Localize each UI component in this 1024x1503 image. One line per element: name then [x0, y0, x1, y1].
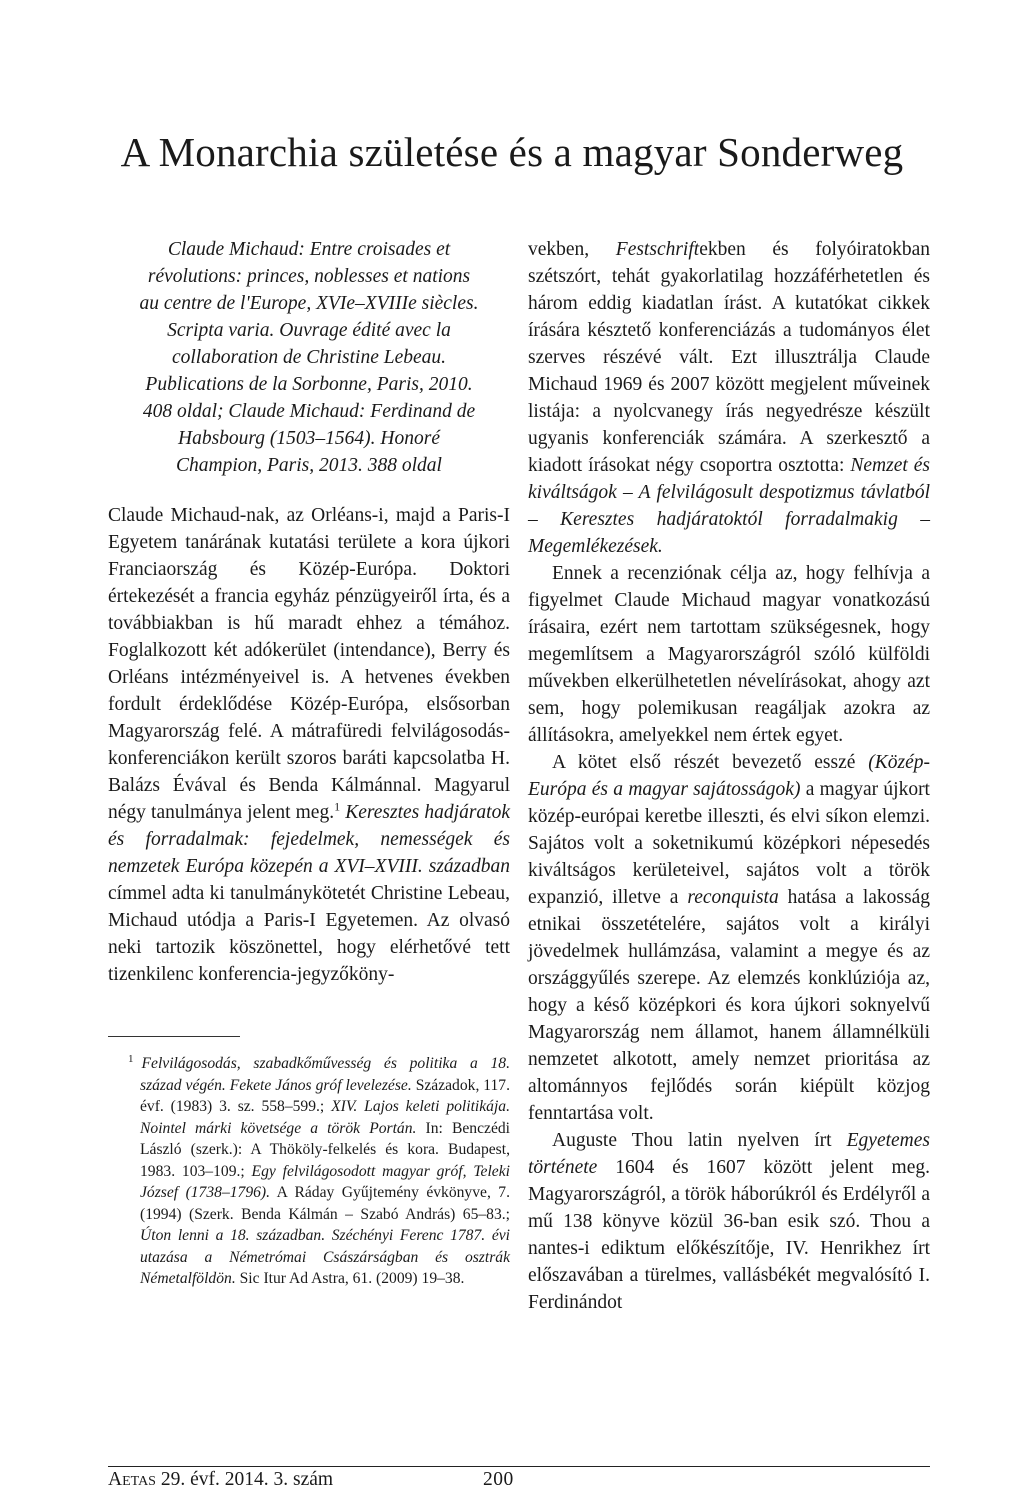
issue-info: 29. évf. 2014. 3. szám	[155, 1469, 334, 1490]
body-text: 1604 és 1607 között jelent meg. Magyarországról, a török háborúkról és Erdélyről a mű 138 könyve közül 36-ban esik szó. Thou a nantes-i ediktum előkészítője, IV. Henrikhez írt előszavában a türelmes, vallásbékét megvalósító I. Ferdinándot	[528, 1157, 930, 1313]
review-header-line: Claude Michaud: Entre croisades et	[167, 239, 451, 260]
review-header-line: Champion, Paris, 2013. 388 oldal	[176, 455, 442, 476]
footnote-italic: Felvilágosodás, szabadkőművesség és politika a 18. század végén. Fekete János gróf levelezése.	[140, 1055, 510, 1094]
footnote-divider	[108, 1036, 240, 1037]
footnote-text: Századok, 117. évf. (1983) 3. sz. 558–599.;	[140, 1076, 511, 1116]
footnote-italic: Egy felvilágosodott magyar gróf, Teleki József (1738–1796).	[140, 1162, 510, 1202]
review-header-line: 408 oldal; Claude Michaud: Ferdinand de	[142, 401, 476, 422]
journal-issue-footer	[108, 1469, 333, 1491]
body-paragraph	[528, 1127, 930, 1316]
page-number: 200	[483, 1469, 514, 1490]
italic-section-list: Nemzet és kiváltságok – A felvilágosult despotizmus távlatból – Keresztes hadjáratoktól forradalmakig – Megemlékezések.	[528, 455, 930, 557]
italic-term: reconquista	[687, 887, 779, 908]
reviewed-books-header	[108, 236, 510, 479]
review-header-line: Habsbourg (1503–1564). Honoré	[178, 428, 440, 449]
body-text: A kötet első részét bevezető esszé	[552, 752, 869, 773]
body-paragraph	[528, 749, 930, 1127]
italic-term: Festschrift	[615, 239, 700, 260]
review-header-line: Publications de la Sorbonne, Paris, 2010.	[145, 374, 473, 395]
footnote	[108, 1049, 510, 1290]
article-title: A Monarchia születése és a magyar Sonderweg	[120, 129, 904, 175]
footnote-text: Sic Itur Ad Astra, 61. (2009) 19–38.	[235, 1270, 465, 1288]
body-text: ekben és folyóiratokban szétszórt, tehát gyakorlatilag hozzáférhetetlen és három eddig kiadatlan írást. A kutatókat cikkek írására késztető konferenciázás a tudományos élet szerves részévé vált. Ezt illusztrálja Claude Michaud 1969 és 2007 között megjelent műveinek listája: a nyolcvanegy írás negyedrésze készült ugyanis konferenciák számára. A szerkesztő a kiadott írásokat négy csoportra osztotta:	[528, 239, 930, 476]
footnote-italic: XIV. Lajos keleti politikája. Nointel márki követsége a török Portán.	[140, 1098, 510, 1137]
body-paragraph: Ennek a recenziónak célja az, hogy felhívja a figyelmet Claude Michaud magyar vonatkozású írásaira, ezért nem tartottam szükségesnek, hogy megemlítsem a Magyarországról szóló külföldi művekben elkerülhetetlen névelírásokat, ahogy azt sem, hogy polemikusan reagáljak azokra az állításokra, amelyekkel nem értek egyet.	[528, 563, 930, 746]
review-header-line: au centre de l'Europe, XVIe–XVIIIe siècles.	[139, 293, 479, 314]
journal-name: Aetas	[108, 1469, 156, 1490]
review-header-line: collaboration de Christine Lebeau.	[171, 347, 447, 368]
italic-essay-title: (Közép-Európa és a magyar sajátosságok)	[528, 752, 930, 800]
footnote-italic: Úton lenni a 18. században. Széchényi Ferenc 1787. évi utazása a Németrómai Császárságban és osztrák Németalföldön.	[140, 1227, 510, 1288]
body-text: vekben,	[528, 239, 616, 260]
body-text: címmel adta ki tanulmánykötetét Christine Lebeau, Michaud utódja a Paris-I Egyetemen. Az olvasó neki tartozik köszönettel, hogy elérhetővé tett tizenkilenc konferencia-jegyzőköny-	[108, 883, 510, 985]
footnote-text: In: Benczédi László (szerk.): A Thököly-felkelés és kora. Budapest, 1983. 103–109.;	[140, 1119, 510, 1180]
body-text: hatása a lakosság etnikai összetételére, sajátos volt a királyi jövedelmek hullámzása, valamint a megye és az országgyűlés szerepe. Az elemzés konklúziója az, hogy a késő középkori és kora újkori soknyelvű Magyarország nem államot, hanem államnélküli nemzetet alkotott, amely nemzet prioritása az altománnyos fejlődés során kiépült közjog fenntartása volt.	[528, 887, 930, 1124]
body-paragraph	[528, 236, 930, 560]
body-paragraph	[108, 502, 510, 988]
italic-book-title: Keresztes hadjáratok és forradalmak: fejedelmek, nemességek és nemzetek Európa közepén a XVI–XVIII. században	[108, 802, 510, 877]
footer-divider	[108, 1466, 930, 1467]
italic-book-title: Egyetemes története	[528, 1130, 930, 1178]
left-column	[108, 236, 510, 1290]
review-header-line: révolutions: princes, noblesses et nations	[147, 266, 471, 287]
footnote-reference[interactable]: 1	[334, 799, 341, 814]
review-header-line: Scripta varia. Ouvrage édité avec la	[167, 320, 451, 341]
body-text: Auguste Thou latin nyelven írt	[552, 1130, 847, 1151]
footnote-number: 1	[128, 1053, 134, 1065]
body-text: a magyar újkort közép-európai keretbe illeszti, és elvi síkon elemzi. Sajátos volt a soketnikumú középkori népesedés kiváltságos kerületeivel, sajátos volt a török expanzió, illetve a	[528, 779, 930, 908]
body-text: Claude Michaud-nak, az Orléans-i, majd a Paris-I Egyetem tanárának kutatási területe a kora újkori Franciaország és Közép-Európa. Doktori értekezését a francia egyház pénzügyeiről írta, és a továbbiakban is hű maradt ehhez a témához. Foglalkozott két adókerület (intendance), Berry és Orléans intézményeivel is. A hetvenes években fordult érdeklődése Közép-Európa, elsősorban Magyarország felé. A mátrafüredi felvilágosodás-konferenciákon került szoros baráti kapcsolatba H. Balázs Évával és Benda Kálmánnal. Magyarul négy tanulmánya jelent meg.	[108, 505, 510, 823]
footnote-text: A Ráday Gyűjtemény évkönyve, 7. (1994) (Szerk. Benda Kálmán – Szabó András) 65–83.;	[140, 1184, 510, 1223]
right-column	[528, 236, 930, 1316]
